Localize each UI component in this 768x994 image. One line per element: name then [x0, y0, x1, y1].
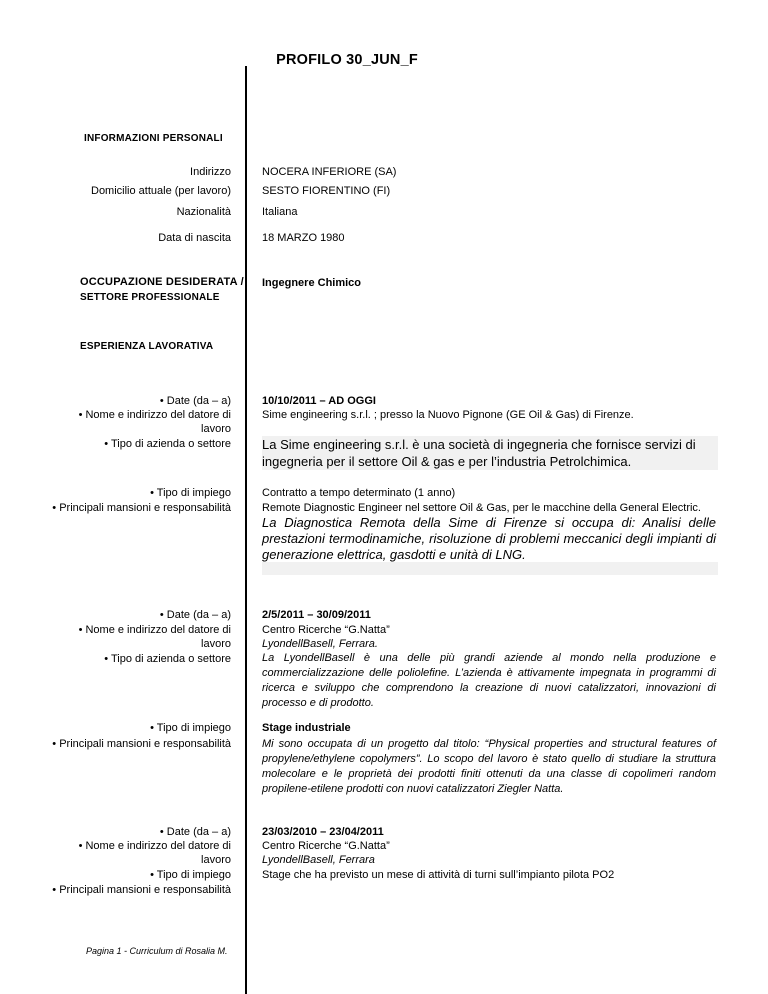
job3-date-label: • Date (da – a) [159, 826, 231, 838]
job2-employer-line2: LyondellBasell, Ferrara. [262, 638, 378, 650]
job3-duties-label: • Principali mansioni e responsabilità [52, 884, 231, 896]
job2-company-type: La LyondellBasell è una delle più grandi aziende al mondo nella produzione e commercializzazione delle poliolefine. L’azienda è attivamente impegnata in programmi di ricerca e sviluppo che comprendono la creazione di nuovi catalizzatori, innovazioni di processo e di prodotto. [262, 652, 716, 709]
job3-employer-label-1: • Nome e indirizzo del datore di [78, 840, 231, 852]
job3-employer-line1: Centro Ricerche “G.Natta” [262, 840, 390, 852]
birth-date-value: 18 MARZO 1980 [262, 232, 345, 244]
job2-job-type: Stage industriale [262, 722, 351, 734]
nationality-value: Italiana [262, 206, 298, 218]
job2-company-type-label: • Tipo di azienda o settore [104, 653, 231, 665]
job1-employer-label-1: • Nome e indirizzo del datore di [78, 409, 231, 421]
occupation-heading-line1: OCCUPAZIONE DESIDERATA / [80, 276, 244, 288]
job2-date: 2/5/2011 – 30/09/2011 [262, 609, 371, 621]
job1-company-type-label: • Tipo di azienda o settore [104, 438, 231, 450]
job3-date: 23/03/2010 – 23/04/2011 [262, 826, 384, 838]
section-heading-personal: INFORMAZIONI PERSONALI [84, 133, 223, 144]
job1-duties-label: • Principali mansioni e responsabilità [52, 502, 231, 514]
address-value: NOCERA INFERIORE (SA) [262, 166, 397, 178]
job2-employer-label-1: • Nome e indirizzo del datore di [78, 624, 231, 636]
occupation-heading-line2: SETTORE PROFESSIONALE [80, 292, 220, 303]
address-label: Indirizzo [190, 166, 231, 178]
birth-date-label: Data di nascita [158, 232, 231, 244]
job2-employer-label-2: lavoro [201, 638, 231, 650]
job2-employer-line1: Centro Ricerche “G.Natta” [262, 624, 390, 636]
job3-employer-line2: LyondellBasell, Ferrara [262, 854, 375, 866]
section-heading-experience: ESPERIENZA LAVORATIVA [80, 341, 214, 352]
job2-duties: Mi sono occupata di un progetto dal titolo: “Physical properties and structural features of propylene/ethylene copolymers”. Lo scopo del lavoro è stato quello di studiare la struttura molecolare e le proprietà dei prodotti finiti ottenuti da una classe di copolimeri random propilene-etilene prodotti con nuovi catalizzatori Ziegler Natta. [262, 738, 716, 795]
job1-date: 10/10/2011 – AD OGGI [262, 395, 376, 407]
domicile-value: SESTO FIORENTINO (FI) [262, 185, 391, 197]
page-footer: Pagina 1 - Curriculum di Rosalia M. [86, 946, 228, 956]
job1-job-type: Contratto a tempo determinato (1 anno) [262, 487, 456, 499]
job2-duties-label: • Principali mansioni e responsabilità [52, 738, 231, 750]
job1-company-type: La Sime engineering s.r.l. è una società di ingegneria che fornisce servizi di ingegneria per il settore Oil & gas e per l’industria Petrolchimica. [262, 436, 718, 470]
job3-job-type-label: • Tipo di impiego [150, 869, 231, 881]
vertical-divider [245, 66, 247, 994]
job2-job-type-label: • Tipo di impiego [150, 722, 231, 734]
job1-duties-line: Remote Diagnostic Engineer nel settore Oil & Gas, per le macchine della General Electric. [262, 502, 701, 514]
page-title: PROFILO 30_JUN_F [276, 52, 418, 68]
job1-employer: Sime engineering s.r.l. ; presso la Nuovo Pignone (GE Oil & Gas) di Firenze. [262, 409, 634, 421]
domicile-label: Domicilio attuale (per lavoro) [91, 185, 231, 197]
occupation-value: Ingegnere Chimico [262, 277, 362, 289]
job1-job-type-label: • Tipo di impiego [150, 487, 231, 499]
job3-employer-label-2: lavoro [201, 854, 231, 866]
job2-date-label: • Date (da – a) [159, 609, 231, 621]
shaded-spacer [262, 562, 718, 575]
job1-date-label: • Date (da – a) [159, 395, 231, 407]
job1-duties-description: La Diagnostica Remota della Sime di Firenze si occupa di: Analisi delle prestazioni termodinamiche, risoluzione di problemi meccanici degli impianti di generazione elettrica, gasdotti e unità di LNG. [262, 515, 716, 562]
nationality-label: Nazionalità [176, 206, 231, 218]
job1-employer-label-2: lavoro [201, 423, 231, 435]
job3-duties: Stage che ha previsto un mese di attività di turni sull’impianto pilota PO2 [262, 869, 615, 881]
